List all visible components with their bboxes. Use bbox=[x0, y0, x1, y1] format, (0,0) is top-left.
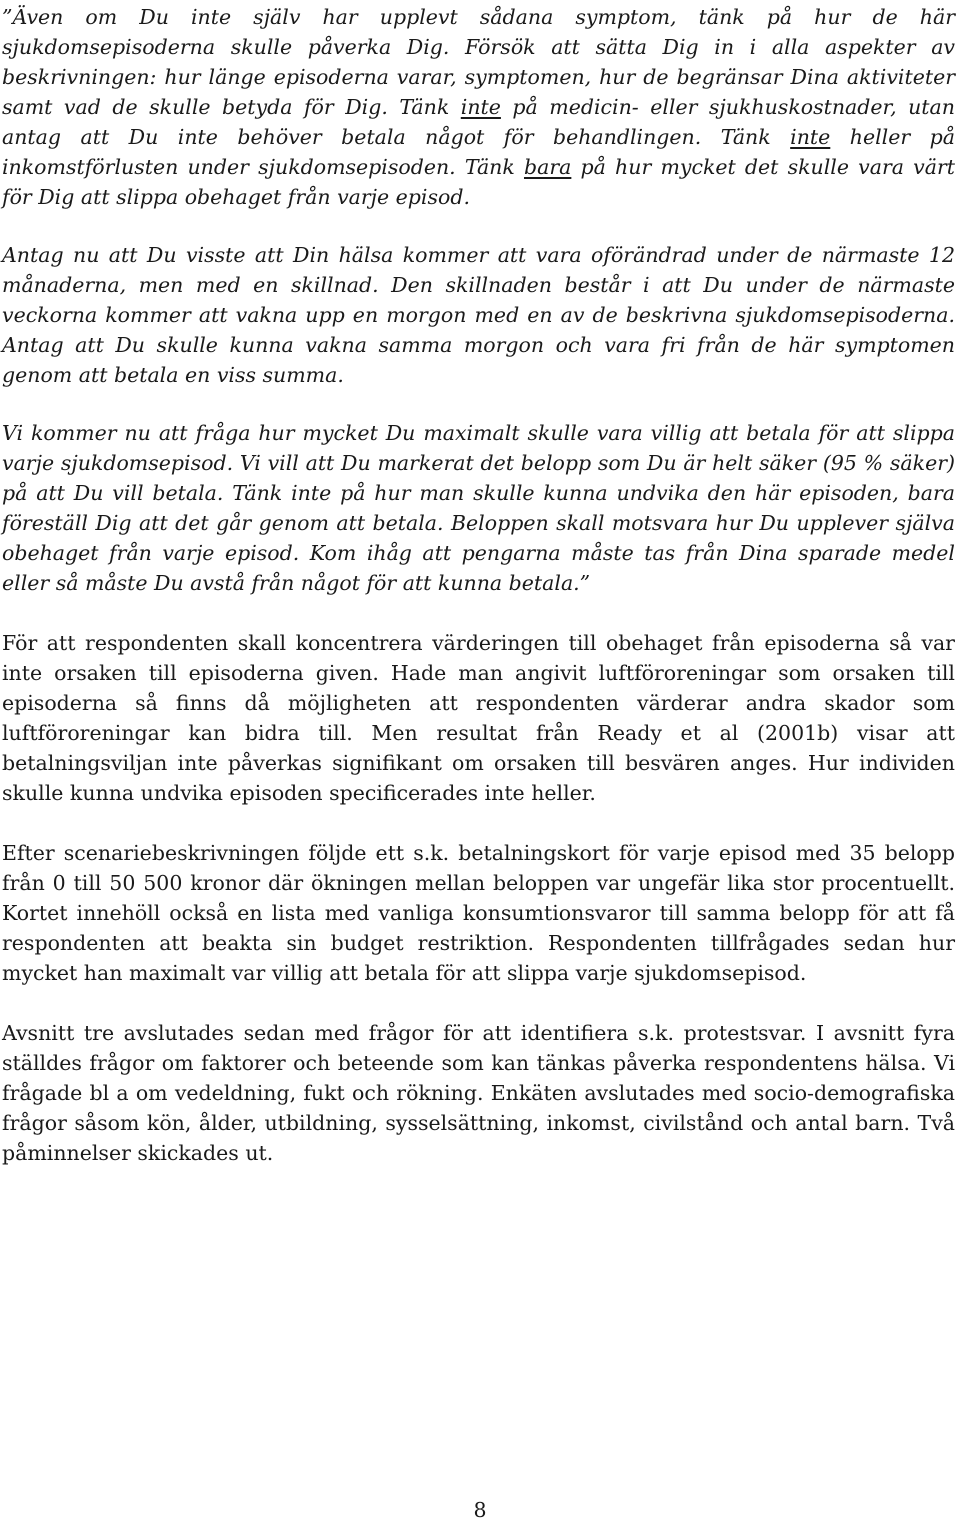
p1-text-a: ”Även om Du inte själv har upplevt sådana symptom, tänk på hur de här sjukdomsepisoderna skulle påverka Dig. Försök att sätta Dig in i alla aspekter av beskrivningen: hur länge episoderna varar, symptomen, hur de begränsar Dina aktiviteter samt vad de skulle betyda för Dig. Tänk bbox=[2, 5, 955, 119]
p1-underlined-inte-2: inte bbox=[790, 125, 831, 149]
body-paragraph-3: Avsnitt tre avslutades sedan med frågor för att identifiera s.k. protestsvar. I avsnitt fyra ställdes frågor om faktorer och beteende som kan tänkas påverka respondentens hälsa. Vi frågade bl a om vedeldning, fukt och rökning. Enkäten avslutades med socio-demografiska frågor såsom kön, ålder, utbildning, sysselsättning, inkomst, civilstånd och antal barn. Två påminnelser skickades ut. bbox=[2, 1021, 955, 1165]
p1-text-b: på medicin- eller sjukhuskostnader, utan antag att Du inte behöver betala något för behandlingen. Tänk bbox=[2, 95, 955, 149]
quoted-scenario-paragraph-3: Vi kommer nu att fråga hur mycket Du maximalt skulle vara villig att betala för att slippa varje sjukdomsepisod. Vi vill att Du markerat det belopp som Du är helt säker (95 % säker) på att Du vill betala. Tänk inte på hur man skulle kunna undvika den här episoden, bara föreställ Dig att det går genom att betala. Beloppen skall motsvara hur Du upplever själva obehaget från varje episod. Kom ihåg att pengarna måste tas från Dina sparade medel eller så måste Du avstå från något för att kunna betala.” bbox=[2, 421, 955, 595]
body-text bbox=[2, 2, 955, 1168]
p1-underlined-inte-1: inte bbox=[460, 95, 501, 119]
p1-underlined-bara: bara bbox=[523, 155, 572, 179]
body-paragraph-2: Efter scenariebeskrivningen följde ett s.k. betalningskort för varje episod med 35 belopp från 0 till 50 500 kronor där ökningen mellan beloppen var ungefär lika stor procentuellt. Kortet innehöll också en lista med vanliga konsumtionsvaror till samma belopp för att få respondenten att beakta sin budget restriktion. Respondenten tillfrågades sedan hur mycket han maximalt var villig att betala för att slippa varje sjukdomsepisod. bbox=[2, 841, 955, 985]
quoted-scenario-paragraph-1 bbox=[2, 2, 955, 212]
page-number: 8 bbox=[473, 1498, 487, 1522]
p1-text-d: på hur mycket det skulle vara värt för Dig att slippa obehaget från varje episod. bbox=[2, 155, 955, 209]
p1-text-c: heller på inkomstförlusten under sjukdomsepisoden. Tänk bbox=[2, 125, 955, 179]
quoted-scenario-paragraph-2: Antag nu att Du visste att Din hälsa kommer att vara oförändrad under de närmaste 12 månaderna, men med en skillnad. Den skillnaden består i att Du under de närmaste veckorna kommer att vakna upp en morgon med en av de beskrivna sjukdomsepisoderna. Antag att Du skulle kunna vakna samma morgon och vara fri från de här symptomen genom att betala en viss summa. bbox=[2, 243, 955, 387]
body-paragraph-1: För att respondenten skall koncentrera värderingen till obehaget från episoderna så var inte orsaken till episoderna given. Hade man angivit luftföroreningar som orsaken till episoderna så finns då möjligheten att respondenten värderar andra skador som luftföroreningar kan bidra till. Men resultat från Ready et al (2001b) visar att betalningsviljan inte påverkas signifikant om orsaken till besvären anges. Hur individen skulle kunna undvika episoden specificerades inte heller. bbox=[2, 631, 955, 805]
